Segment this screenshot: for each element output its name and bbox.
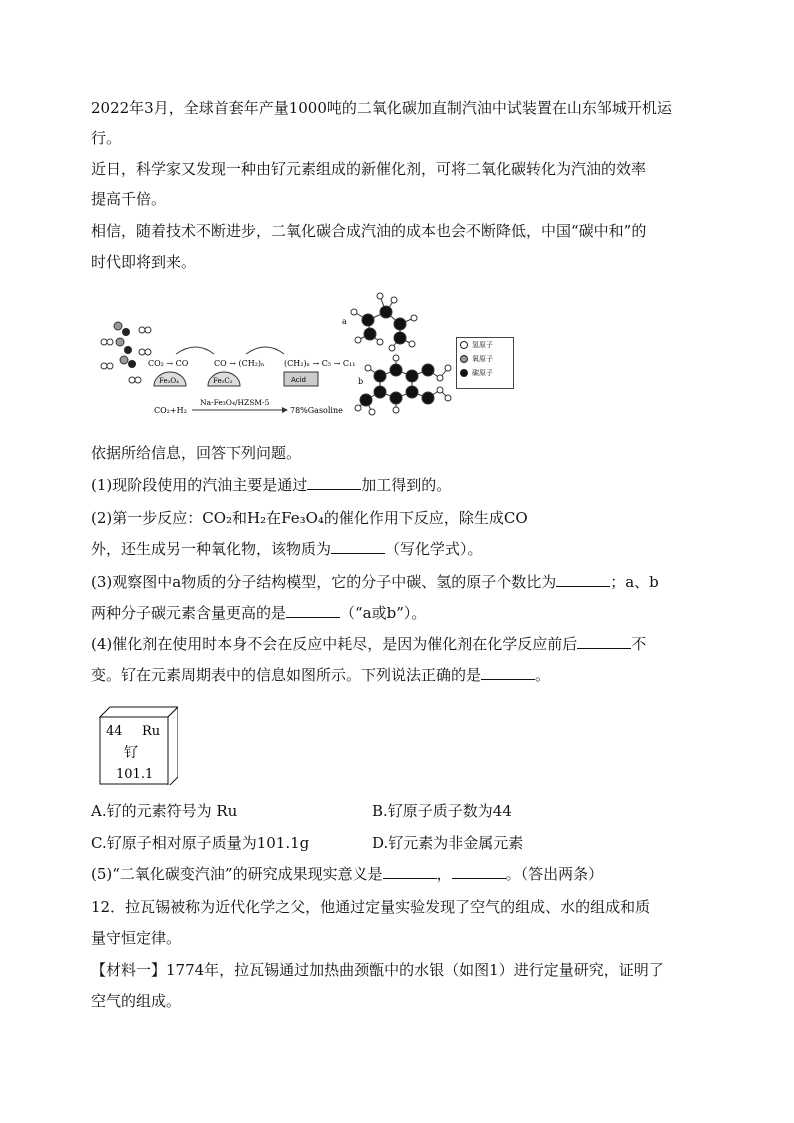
question-3-text-2: 两种分子碳元素含量更高的是 bbox=[91, 604, 287, 622]
atom-cluster-icon bbox=[101, 322, 151, 383]
answer-blank[interactable] bbox=[307, 475, 361, 490]
carbon-dot-icon bbox=[460, 369, 468, 377]
question-2-line-1: (2)第一步反应：CO₂和H₂在Fe₃O₄的催化作用下反应，除生成CO bbox=[91, 509, 528, 527]
option-a[interactable]: A.钌的元素符号为 Ru bbox=[91, 802, 238, 820]
element-symbol: Ru bbox=[142, 724, 161, 739]
reaction-diagram bbox=[96, 288, 696, 438]
question-2-text: 外，还生成另一种氧化物，该物质为 bbox=[91, 540, 332, 558]
question-5 bbox=[91, 864, 603, 884]
overall-product: 78%Gasoline bbox=[290, 406, 343, 415]
catalyst-2-label: Fe₅C₂ bbox=[213, 377, 233, 385]
question-4-end: 。 bbox=[535, 666, 551, 684]
question-1 bbox=[91, 475, 451, 495]
question-5-end: 。（答出两条） bbox=[505, 865, 604, 883]
legend-item-carbon bbox=[457, 366, 513, 380]
material-1-line-2: 空气的组成。 bbox=[91, 992, 182, 1010]
legend-label: 碳原子 bbox=[472, 369, 493, 377]
overall-reactants: CO₂+H₂ bbox=[154, 406, 187, 415]
answer-blank[interactable] bbox=[452, 864, 506, 879]
step-1-label: CO₂ → CO bbox=[148, 359, 189, 368]
legend-label: 氢原子 bbox=[472, 341, 493, 349]
question-4-line-2 bbox=[91, 665, 550, 685]
molecule-a-label: a bbox=[342, 317, 347, 326]
question-12-line-1: 12．拉瓦锡被称为近代化学之父，他通过定量实验发现了空气的组成、水的组成和质 bbox=[91, 898, 651, 916]
atom-legend bbox=[456, 337, 514, 389]
overall-catalyst: Na-Fe₃O₄/HZSM-5 bbox=[200, 398, 270, 407]
question-3-end: （“a或b”）。 bbox=[340, 604, 427, 622]
oxygen-dot-icon bbox=[460, 355, 468, 363]
step-3-label: (CH₂)ₙ → C₅ → C₁₁ bbox=[284, 359, 356, 368]
paragraph-2-line-1: 近日，科学家又发现一种由钌元素组成的新催化剂，可将二氧化碳转化为汽油的效率 bbox=[91, 160, 647, 178]
atomic-number: 44 bbox=[106, 724, 123, 739]
paragraph-3-line-2: 时代即将到来。 bbox=[91, 253, 197, 271]
question-5-sep: ， bbox=[436, 865, 452, 883]
step-2-label: CO → (CH₂)ₙ bbox=[214, 359, 265, 368]
ruthenium-element-card bbox=[98, 705, 178, 785]
question-2-end: （写化学式）。 bbox=[385, 540, 483, 558]
option-d[interactable]: D.钌元素为非金属元素 bbox=[372, 834, 524, 852]
question-3-text: (3)观察图中a物质的分子结构模型，它的分子中碳、氢的原子个数比为 bbox=[91, 573, 557, 591]
question-4-line-1 bbox=[91, 634, 646, 654]
paragraph-2-line-2: 提高千倍。 bbox=[91, 190, 167, 208]
answer-blank[interactable] bbox=[286, 603, 340, 618]
catalyst-1-label: Fe₃O₄ bbox=[159, 377, 179, 385]
legend-label: 氧原子 bbox=[472, 355, 493, 363]
legend-item-oxygen bbox=[457, 352, 513, 366]
answer-blank[interactable] bbox=[331, 539, 385, 554]
question-3-line-2 bbox=[91, 603, 426, 623]
molecule-b-model bbox=[355, 355, 451, 415]
question-4-text: (4)催化剂在使用时本身不会在反应中耗尽，是因为催化剂在化学反应前后 bbox=[91, 635, 578, 653]
question-2-line-2 bbox=[91, 539, 483, 559]
material-1-line-1: 【材料一】1774年，拉瓦锡通过加热曲颈甑中的水银（如图1）进行定量研究，证明了 bbox=[91, 961, 664, 979]
molecule-a-model bbox=[351, 293, 417, 351]
atomic-mass: 101.1 bbox=[116, 767, 154, 782]
answer-blank[interactable] bbox=[383, 864, 437, 879]
hydrogen-dot-icon bbox=[460, 341, 468, 349]
answer-blank[interactable] bbox=[556, 572, 610, 587]
option-b[interactable]: B.钌原子质子数为44 bbox=[372, 802, 512, 820]
element-name: 钌 bbox=[124, 745, 138, 761]
answer-blank[interactable] bbox=[577, 634, 631, 649]
question-intro: 依据所给信息，回答下列问题。 bbox=[91, 444, 302, 462]
catalyst-3-label: Acid bbox=[291, 376, 306, 384]
question-3-line-1 bbox=[91, 572, 659, 592]
paragraph-1-line-2: 行。 bbox=[91, 129, 122, 147]
paragraph-3-line-1: 相信，随着技术不断进步，二氧化碳合成汽油的成本也会不断降低，中国“碳中和”的 bbox=[91, 222, 647, 240]
question-4-text-2: 变。钌在元素周期表中的信息如图所示。下列说法正确的是 bbox=[91, 666, 482, 684]
co2-to-gasoline-figure bbox=[96, 288, 696, 438]
legend-item-hydrogen bbox=[457, 338, 513, 352]
question-1-text: (1)现阶段使用的汽油主要是通过 bbox=[91, 476, 308, 494]
question-3-mid: ；a、b bbox=[610, 573, 659, 591]
question-5-text: (5)“二氧化碳变汽油”的研究成果现实意义是 bbox=[91, 865, 383, 883]
answer-blank[interactable] bbox=[481, 665, 535, 680]
paragraph-1-line-1: 2022年3月，全球首套年产量1000吨的二氧化碳加直制汽油中试装置在山东邹城开机运 bbox=[91, 99, 672, 117]
question-1-end: 加工得到的。 bbox=[361, 476, 452, 494]
option-c[interactable]: C.钌原子相对原子质量为101.1g bbox=[91, 834, 310, 852]
molecule-b-label: b bbox=[358, 377, 364, 386]
question-12-line-2: 量守恒定律。 bbox=[91, 929, 182, 947]
question-4-mid: 不 bbox=[631, 635, 647, 653]
